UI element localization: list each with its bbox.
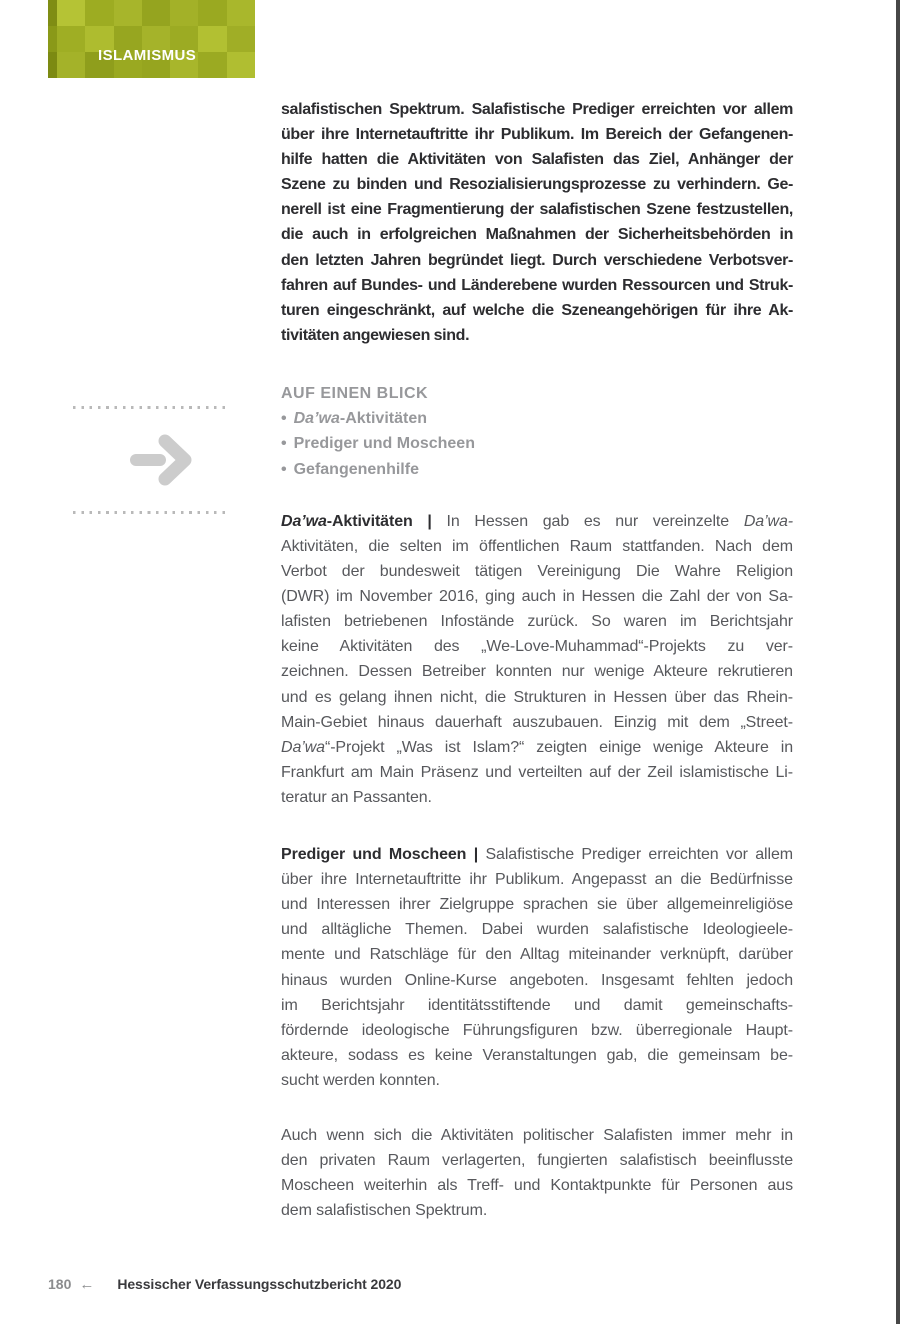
text-line: sucht werden konnten.: [281, 1071, 440, 1089]
mosaic-tile: [142, 0, 170, 26]
text-line: Main-Gebiet hinaus dauerhaft auszubauen. Einzig mit dem „Street-: [281, 713, 793, 731]
page-footer: [48, 1276, 848, 1293]
mosaic-tile: [170, 0, 198, 26]
back-arrow-icon: ←: [79, 1276, 95, 1293]
mosaic-tile: [48, 0, 57, 26]
mosaic-tile: [227, 26, 255, 52]
chapter-header-mosaic: [48, 0, 255, 78]
text-line: nerell ist eine Fragmentierung der salafistischen Szene festzustellen,: [281, 201, 793, 219]
bullet-icon: •: [281, 460, 287, 478]
mosaic-tile: [48, 52, 57, 78]
text-line: und es gelang ihnen nicht, die Strukturen in Hessen über das Rhein-: [281, 688, 793, 706]
text-line: die auch in erfolgreichen Maßnahmen der Sicherheitsbehörden in: [281, 226, 793, 244]
mosaic-tiles: [48, 0, 255, 78]
page-edge-strip: [896, 0, 900, 1324]
text-line: Auch wenn sich die Aktivitäten politischer Salafisten immer mehr in: [281, 1126, 793, 1144]
text-line: Aktivitäten, die selten im öffentlichen Raum stattfanden. Nach dem: [281, 538, 793, 556]
text-line: Frankfurt am Main Präsenz und verteilten auf der Zeil islamistische Li-: [281, 763, 793, 781]
body-content: [281, 97, 793, 1223]
text-line: zeichnen. Dessen Betreiber konnten nur wenige Akteure rekrutieren: [281, 663, 793, 681]
text-line: lafisten betriebenen Infostände zurück. So waren im Berichtsjahr: [281, 613, 793, 631]
text-line: hilfe hatten die Aktivitäten von Salafisten das Ziel, Anhänger der: [281, 151, 793, 169]
text-line: Da’wa“-Projekt „Was ist Islam?“ zeigten einige wenige Akteure in: [281, 738, 793, 756]
text-line: mente und Ratschläge für den Alltag miteinander verknüpft, darüber: [281, 946, 793, 964]
bullet-icon: •: [281, 410, 287, 428]
text-line: Prediger und Moscheen | Salafistische Prediger erreichten vor allem: [281, 846, 793, 864]
text-line: im Berichtsjahr identitätsstiftende und damit gemeinschafts-: [281, 996, 793, 1014]
at-a-glance-item: • Prediger und Moscheen: [281, 435, 475, 453]
text-line: Da’wa-Aktivitäten | In Hessen gab es nur vereinzelte Da’wa-: [281, 512, 794, 530]
text-line: den letzten Jahren begründet liegt. Durch verschiedene Verbotsver-: [281, 251, 793, 269]
text-line: turen eingeschränkt, auf welche die Szeneangehörigen für ihre Ak-: [281, 301, 793, 319]
text-line: den privaten Raum verlagerten, fungierten salafistisch beeinflusste: [281, 1152, 793, 1170]
text-line: tivitäten angewiesen sind.: [281, 326, 470, 344]
text-line: über ihre Internetauftritte ihr Publikum. Im Bereich der Gefangenen-: [281, 126, 793, 144]
mosaic-tile: [57, 0, 85, 26]
at-a-glance-item: • Da’wa-Aktivitäten: [281, 410, 427, 428]
mosaic-tile: [85, 0, 113, 26]
text-line: hinaus wurden Online-Kurse angeboten. Insgesamt fehlten jedoch: [281, 971, 793, 989]
prediger-paragraph: [281, 842, 793, 1093]
mosaic-tile: [57, 52, 85, 78]
dawa-paragraph: [281, 509, 793, 810]
text-line: dem salafistischen Spektrum.: [281, 1202, 488, 1220]
text-line: über ihre Internetauftritte ihr Publikum. Angepasst an die Bedürfnisse: [281, 871, 793, 889]
intro-paragraph: [281, 97, 793, 348]
at-a-glance-item: • Gefangenenhilfe: [281, 460, 419, 478]
mosaic-tile: [227, 0, 255, 26]
dotted-line-bottom: [73, 511, 229, 514]
at-a-glance-list: [281, 406, 793, 482]
at-a-glance-heading: AUF EINEN BLICK: [281, 384, 429, 402]
mosaic-tile: [227, 52, 255, 78]
chapter-title: ISLAMISMUS: [98, 47, 197, 64]
mosaic-tile: [198, 0, 226, 26]
text-line: salafistischen Spektrum. Salafistische Prediger erreichten vor allem: [281, 101, 793, 118]
text-line: und Interessen ihrer Zielgruppe sprachen sie über allgemeinreligiöse: [281, 896, 793, 914]
report-title: Hessischer Verfassungsschutzbericht 2020: [117, 1276, 402, 1292]
mosaic-tile: [48, 26, 57, 52]
text-line: Szene zu binden und Resozialisierungsprozesse zu verhindern. Ge-: [281, 176, 793, 194]
mosaic-tile: [57, 26, 85, 52]
text-line: keine Aktivitäten des „We-Love-Muhammad“-Projekts zu ver-: [281, 638, 793, 656]
dotted-line-top: [73, 406, 229, 409]
bullet-icon: •: [281, 435, 287, 453]
right-arrow-icon: [128, 433, 196, 487]
page-number: 180: [48, 1276, 72, 1292]
text-line: akteure, sodass es keine Veranstaltungen gab, die gemeinsam be-: [281, 1046, 793, 1064]
text-line: und alltägliche Themen. Dabei wurden salafistische Ideologieele-: [281, 921, 793, 939]
text-line: (DWR) im November 2016, ging auch in Hessen die Zahl der von Sa-: [281, 588, 793, 606]
text-line: Moscheen weiterhin als Treff- und Kontaktpunkte für Personen aus: [281, 1177, 793, 1195]
text-line: fördernde ideologische Führungsfiguren bzw. überregionale Haupt-: [281, 1021, 793, 1039]
text-line: teratur an Passanten.: [281, 788, 432, 806]
at-a-glance-box: [281, 381, 793, 482]
text-line: fahren auf Bundes- und Länderebene wurden Ressourcen und Struk-: [281, 276, 793, 294]
mosaic-tile: [114, 0, 142, 26]
text-line: Verbot der bundesweit tätigen Vereinigung Die Wahre Religion: [281, 563, 793, 581]
moscheen-paragraph: [281, 1123, 793, 1223]
mosaic-tile: [198, 26, 226, 52]
mosaic-tile: [198, 52, 226, 78]
